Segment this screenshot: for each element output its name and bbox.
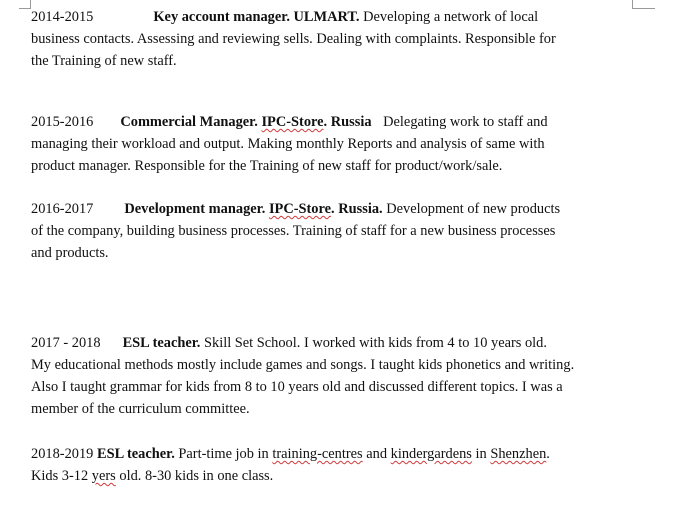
entry-text: in bbox=[475, 446, 487, 462]
entry-title: Commercial Manager. bbox=[120, 114, 258, 130]
entry-title: ESL teacher. bbox=[122, 335, 201, 351]
entry-text: . bbox=[546, 446, 550, 462]
entry-text: old. 8-30 kids in one class. bbox=[119, 468, 274, 484]
page-corner-mark-left bbox=[19, 0, 31, 9]
experience-entry-2014 bbox=[31, 6, 651, 72]
entry-line: member of the curriculum committee. bbox=[31, 401, 250, 417]
entry-text: Skill Set School. I worked with kids from 4 to 10 years old. bbox=[204, 335, 547, 351]
entry-years: 2016-2017 bbox=[31, 201, 94, 217]
entry-line: product manager. Responsible for the Training of new staff for product/work/sale. bbox=[31, 158, 503, 174]
entry-years: 2015-2016 bbox=[31, 114, 94, 130]
entry-line bbox=[31, 111, 651, 133]
entry-company: IPC-Store bbox=[261, 114, 324, 130]
entry-title-suffix: . Russia bbox=[323, 114, 372, 130]
entry-title: Key account manager. ULMART. bbox=[153, 9, 360, 25]
entry-line: and products. bbox=[31, 245, 109, 261]
entry-line: business contacts. Assessing and reviewing sells. Dealing with complaints. Responsible for bbox=[31, 31, 556, 47]
entry-text: Part-time job in bbox=[178, 446, 269, 462]
entry-line: My educational methods mostly include games and songs. I taught kids phonetics and writing. bbox=[31, 357, 575, 373]
entry-text: Development of new products bbox=[386, 201, 561, 217]
entry-text: and bbox=[366, 446, 388, 462]
entry-line bbox=[31, 443, 651, 465]
misspelled-word: Shenzhen bbox=[490, 446, 547, 462]
experience-entry-2016 bbox=[31, 198, 651, 264]
entry-line: of the company, building business processes. Training of staff for a new business processes bbox=[31, 223, 556, 239]
entry-line bbox=[31, 198, 651, 220]
entry-years: 2014-2015 bbox=[31, 9, 94, 25]
entry-text: Delegating work to staff and bbox=[383, 114, 548, 130]
entry-years: 2018-2019 bbox=[31, 446, 94, 462]
entry-title-suffix: . Russia. bbox=[331, 201, 383, 217]
entry-line: Also I taught grammar for kids from 8 to 10 years old and discussed different topics. I was a bbox=[31, 379, 563, 395]
entry-line bbox=[31, 465, 651, 487]
entry-years: 2017 - 2018 bbox=[31, 335, 101, 351]
entry-line bbox=[31, 332, 651, 354]
entry-text: Developing a network of local bbox=[363, 9, 539, 25]
entry-title: Development manager. bbox=[124, 201, 266, 217]
misspelled-word: yers bbox=[91, 468, 116, 484]
misspelled-word: kindergardens bbox=[390, 446, 472, 462]
experience-entry-2015 bbox=[31, 111, 651, 177]
experience-entry-2018 bbox=[31, 443, 651, 487]
entry-line bbox=[31, 6, 651, 28]
entry-line: managing their workload and output. Making monthly Reports and analysis of same with bbox=[31, 136, 545, 152]
entry-company: IPC-Store bbox=[268, 201, 332, 217]
entry-title: ESL teacher. bbox=[96, 446, 175, 462]
entry-text: Kids 3-12 bbox=[31, 468, 89, 484]
entry-line: the Training of new staff. bbox=[31, 53, 177, 69]
experience-entry-2017 bbox=[31, 332, 651, 420]
misspelled-word: training-centres bbox=[272, 446, 363, 462]
